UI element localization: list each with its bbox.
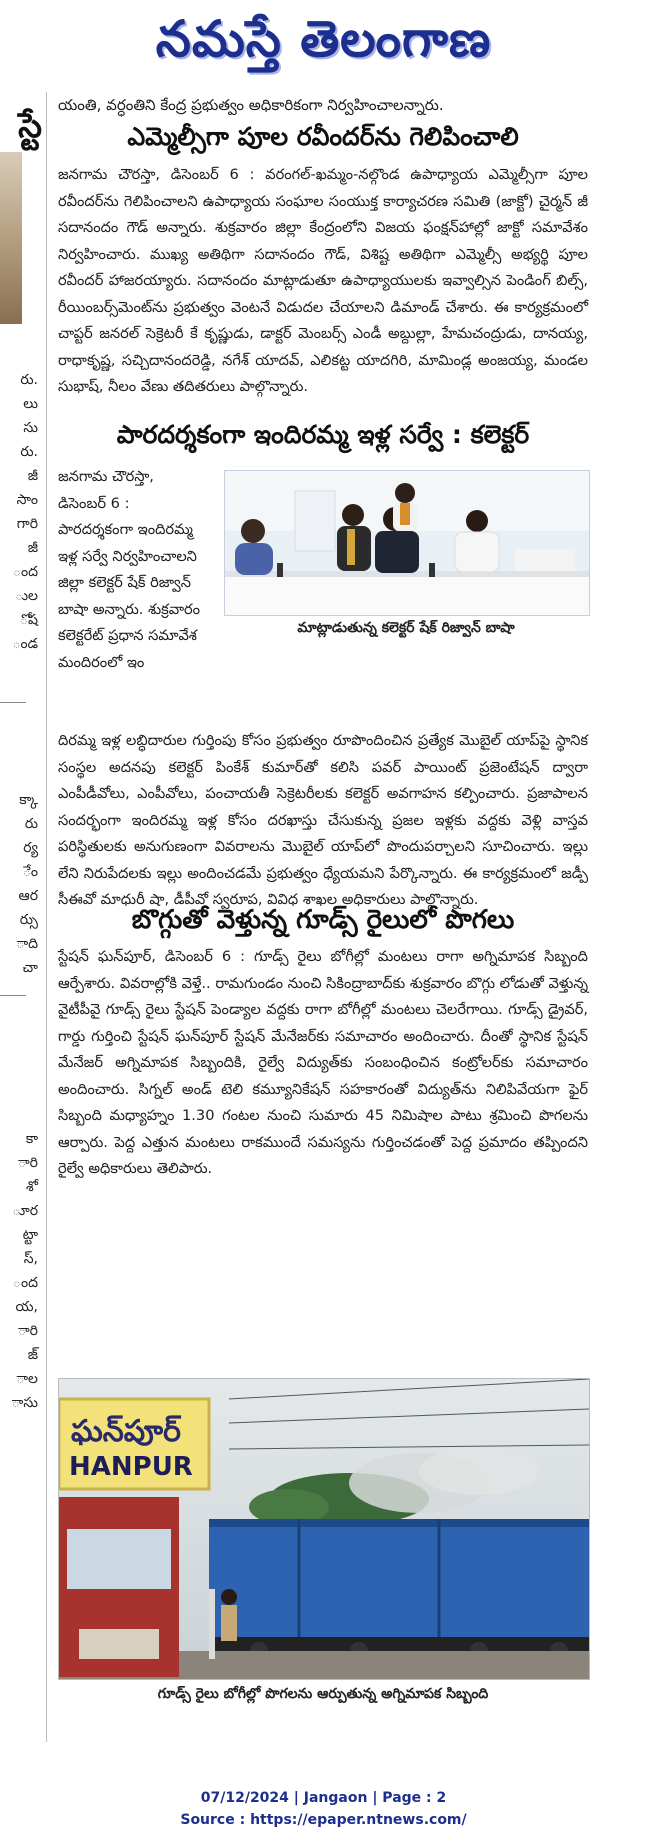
left-photo-fragment — [0, 152, 22, 324]
station-sign-text: HANPUR — [69, 1452, 193, 1482]
left-column-text-fragment: రు. — [20, 372, 38, 388]
train-photo-caption: గూడ్స్ రైలు బోగీల్లో పొగలను ఆర్పుతున్న అగ్నిమాపక సిబ్బంది — [157, 1686, 489, 1702]
left-column-text-fragment: ర్సు — [19, 912, 38, 928]
article1-body: జనగామ చౌరస్తా, డిసెంబర్ 6 : వరంగల్-ఖమ్మం-నల్గొండ ఉపాధ్యాయ ఎమ్మెల్సీగా పూల రవీందర్‌ను గెలిపించాలని ఉపాధ్యాయ సంఘాల సంయుక్త కార్యాచరణ సమితి (జాక్టో) చైర్మన్ జీ సదానందం గౌడ్ అన్నారు. శుక్రవారం జిల్లా కేంద్రంలోని విజయ ఫంక్షన్‌హాల్లో జాక్టో సమావేశం నిర్వహించారు. ముఖ్య అతిథిగా సదానందం గౌడ్, విశిష్ట అతిథిగా ఎమ్మెల్సీ అభ్యర్థి పూల రవీందర్ హాజరయ్యారు. సదానందం మాట్లాడుతూ ఉపాధ్యాయులకు ఇవ్వాల్సిన పెండింగ్ బిల్స్, రీయింబర్స్‌మెంట్‌ను ప్రభుత్వం వెంటనే విడుదల చేయాలని డిమాండ్ చేశారు. ఈ కార్యక్రమంలో చాప్టర్ జనరల్ సెక్రెటరీ కే కృష్ణుడు, డాక్టర్ మెంబర్స్ ఎండీ అబ్దుల్లా, హేమచంద్రుడు, దానయ్య, రాధాకృష్ణ, సచ్చిదానందరెడ్డి, నగేశ్ యాదవ్, ఎలికట్ట యాదగిరి, మామిండ్ల అంజయ్య, మండల సుభాష్, నీలం వేణు తదితరులు పాల్గొన్నారు. — [58, 166, 588, 395]
intro-text: యంతి, వర్ధంతిని కేంద్ర ప్రభుత్వం అధికారికంగా నిర్వహించాలన్నారు. — [58, 96, 444, 114]
left-column-text-fragment: స్, — [23, 1251, 38, 1267]
article3-body: స్టేషన్ ఘన్‌పూర్, డిసెంబర్ 6 : గూడ్స్ రైలు బోగీల్లో మంటలు రాగా అగ్నిమాపక సిబ్బంది ఆర్పేశారు. వివరాల్లోకి వెళ్తే.. రామగుండం నుంచి సికింద్రాబాద్‌కు శుక్రవారం బొగ్గు లోడుతో వెళ్తున్న వైటీపీవై గూడ్స్ రైలు స్టేషన్ పెండ్యాల వద్దకు రాగా బోగీల్లో మంటలు చెలరేగాయి. గూడ్స్ డ్రైవర్, గార్డు గుర్తించి స్టేషన్ ఘన్‌పూర్ స్టేషన్ మేనేజర్‌కు సమాచారం అందించారు. దీంతో స్థానిక స్టేషన్ మేనేజర్ అగ్నిమాపక సిబ్బందికి, రైల్వే విద్యుత్‌కు సంబంధించిన కంట్రోలర్‌కు సమాచారం అందించారు. సిగ్నల్ అండ్ టెలి కమ్యూనికేషన్ సహకారంతో విద్యుత్‌ను నిలిపివేయగా ఫైర్ సిబ్బంది మధ్యాహ్నం 1.30 గంటల నుంచి సుమారు 45 నిమిషాల పాటు శ్రమించి పొగలను ఆర్పారు. పెద్ద ఎత్తున మంటలు రాకముందే సమస్యను గుర్తించడంతో పెద్ద ప్రమాదం తప్పిందని రైల్వే అధికారులు తెలిపారు. — [58, 948, 588, 1177]
left-column-fragment — [0, 90, 42, 1730]
train-photo — [58, 1378, 590, 1680]
left-column-text-fragment: జీ — [27, 468, 38, 484]
left-column-text-fragment: గారి — [16, 516, 38, 532]
left-column-text-fragment: ండ — [12, 636, 38, 652]
svg-text:ఘన్‌పూర్: ఘన్‌పూర్ — [71, 1414, 181, 1449]
left-column-text-fragment: ంద — [12, 564, 38, 580]
left-column-text-fragment: కా — [25, 1131, 38, 1147]
left-column-text-fragment: ంద — [12, 1275, 38, 1291]
left-column-text-fragment: ారి — [17, 1323, 38, 1339]
left-column-text-fragment: ట్టా — [22, 1227, 38, 1243]
collector-photo-caption: మాట్లాడుతున్న కలెక్టర్ షేక్ రిజ్వాన్ బాషా — [297, 620, 515, 636]
left-column-text-fragment: సు — [23, 420, 38, 436]
left-column-text-fragment: క్కా — [19, 792, 38, 808]
article2-headline: పారదర్శకంగా ఇందిరమ్మ ఇళ్ల సర్వే : కలెక్టర్ — [116, 420, 530, 449]
masthead — [0, 0, 647, 90]
train-photo-illustration — [59, 1379, 589, 1679]
left-column-text-fragment: ాసు — [11, 1395, 38, 1411]
left-column-text-fragment: ూర — [12, 1203, 38, 1219]
footer-date-edition: 07/12/2024 | Jangaon | Page : 2 — [200, 1790, 447, 1806]
left-column-text-fragment: ేం — [22, 864, 38, 880]
collector-photo — [224, 470, 590, 616]
left-big-fragment: స్టే — [18, 106, 42, 146]
column-divider — [46, 92, 47, 1742]
left-column-text-fragment: ారి — [17, 1155, 38, 1171]
footer-source-link[interactable]: Source : https://epaper.ntnews.com/ — [180, 1812, 467, 1828]
left-column-text-fragment: ర్య — [23, 840, 38, 856]
article2-body-wide: దిరమ్మ ఇళ్ల లబ్ధిదారుల గుర్తింపు కోసం ప్రభుత్వం రూపొందించిన ప్రత్యేక మొబైల్ యాప్‌పై స్థానిక సంస్థల అదనపు కలెక్టర్ పింకేశ్ కుమార్‌తో కలిసి పవర్ పాయింట్ ప్రజెంటేషన్ ద్వారా ఎంపీడీవోలు, ఎంపీవోలు, పంచాయతీ సెక్రెటరీలకు కలెక్టర్ అవగాహన కల్పించారు. ప్రజాపాలన సందర్భంగా ఇందిరమ్మ ఇళ్ల కోసం దరఖాస్తు చేసుకున్న ప్రజల ఇళ్లకు వద్దకు వెళ్లి వాస్తవ పరిస్థితులకు అనుగుణంగా వివరాలను మొబైల్ యాప్‌లో పొందుపర్చాలని సూచించారు. ఇల్లు లేని నిరుపేదలకు ఇల్లు అందించడమే ప్రభుత్వం ధ్యేయమని పేర్కొన్నారు. ఈ కార్యక్రమంలో జడ్పీ సీఈవో మాధురీ షా, డీపీవో స్వరూప, వివిధ శాఖల అధికారులు పాల్గొన్నారు. — [58, 732, 588, 908]
left-column-text-fragment: ాల — [16, 1371, 38, 1387]
left-column-text-fragment: జ్ — [27, 1347, 38, 1363]
left-column-text-fragment: జీ — [27, 540, 38, 556]
left-column-text-fragment: య, — [15, 1299, 38, 1315]
article2-body-narrow: జనగామ చౌరస్తా, డిసెంబర్ 6 : పారదర్శకంగా ఇందిరమ్మ ఇళ్ల సర్వే నిర్వహించాలని జిల్లా కలెక్టర్ షేక్ రిజ్వాన్ బాషా అన్నారు. శుక్రవారం కలెక్టరేట్ ప్రధాన సమావేశ మందిరంలో ఇం — [58, 468, 201, 671]
left-rule — [0, 702, 26, 703]
left-column-text-fragment: చా — [22, 960, 38, 976]
left-rule — [0, 995, 26, 996]
newspaper-title: నమస్తే తెలంగాణ — [155, 9, 492, 68]
left-column-text-fragment: రు. — [20, 444, 38, 460]
left-column-text-fragment: రు — [24, 816, 38, 832]
left-column-text-fragment: ాది — [16, 936, 38, 952]
left-column-text-fragment: ఆర — [18, 888, 38, 904]
left-column-text-fragment: ుల — [15, 588, 38, 604]
left-column-text-fragment: ోష — [19, 612, 38, 628]
collector-photo-illustration — [225, 471, 589, 615]
article1-headline: ఎమ్మెల్సీగా పూల రవీందర్‌ను గెలిపించాలి — [127, 122, 519, 151]
left-column-text-fragment: లు — [23, 396, 38, 412]
left-column-text-fragment: శో — [25, 1179, 38, 1195]
left-column-text-fragment: సాం — [16, 492, 38, 508]
article3-headline: బొగ్గుతో వెళ్తున్న గూడ్స్ రైలులో పొగలు — [131, 905, 515, 935]
